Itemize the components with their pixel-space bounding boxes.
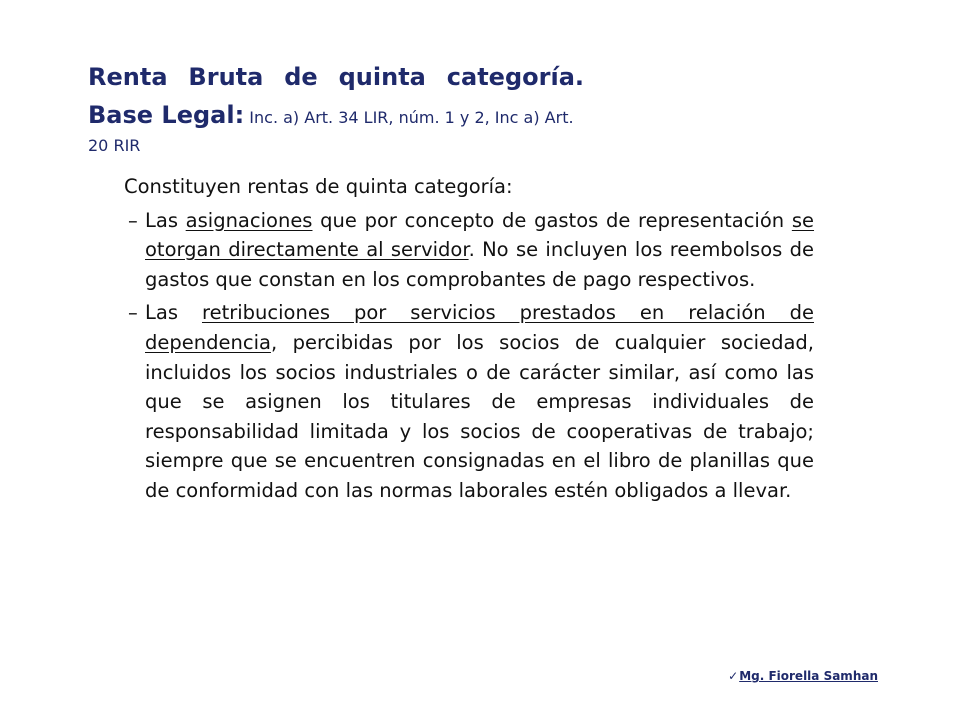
item2-underlined-a: retribuciones por servicios prestados en relación de dependencia xyxy=(145,301,814,354)
slide-body xyxy=(124,172,814,510)
item2-text-b: , percibidas por los socios de cualquier sociedad, incluidos los socios industriales o de carácter similar, así como las que se asignen los titulares de empresas individuales de responsabilidad limitada y los socios de cooperativas de trabajo; siempre que se encuentren consignadas en el libro de planillas que de conformidad con las normas laborales estén obligados a llevar. xyxy=(145,330,814,502)
item2-text-a: Las xyxy=(145,301,202,325)
author-footer xyxy=(728,669,878,683)
item1-text-c: . No se incluyen los reembolsos de gastos que constan en los comprobantes de pago respectivos. xyxy=(145,238,814,291)
item1-text-b: que por concepto de gastos de representación xyxy=(312,208,792,232)
check-icon: ✓ xyxy=(728,669,739,683)
dash-bullet: – xyxy=(128,301,138,325)
item1-text-a: Las xyxy=(145,208,186,232)
author-name: Mg. Fiorella Samhan xyxy=(739,669,878,683)
base-legal-text: Inc. a) Art. 34 LIR, núm. 1 y 2, Inc a) Art. 20 RIR xyxy=(88,108,574,155)
base-legal xyxy=(88,96,584,158)
list-item xyxy=(124,298,814,505)
intro-text: Constituyen rentas de quinta categoría: xyxy=(124,175,513,198)
list-item xyxy=(124,206,814,295)
slide-title xyxy=(88,58,584,158)
item1-underlined-a: asignaciones xyxy=(185,208,313,232)
item1-underlined-b: se otorgan directamente al servidor xyxy=(145,208,815,262)
base-legal-label: Base Legal: xyxy=(88,101,245,129)
title-heading: Renta Bruta de quinta categoría. xyxy=(88,63,584,91)
dash-bullet: – xyxy=(128,208,138,232)
